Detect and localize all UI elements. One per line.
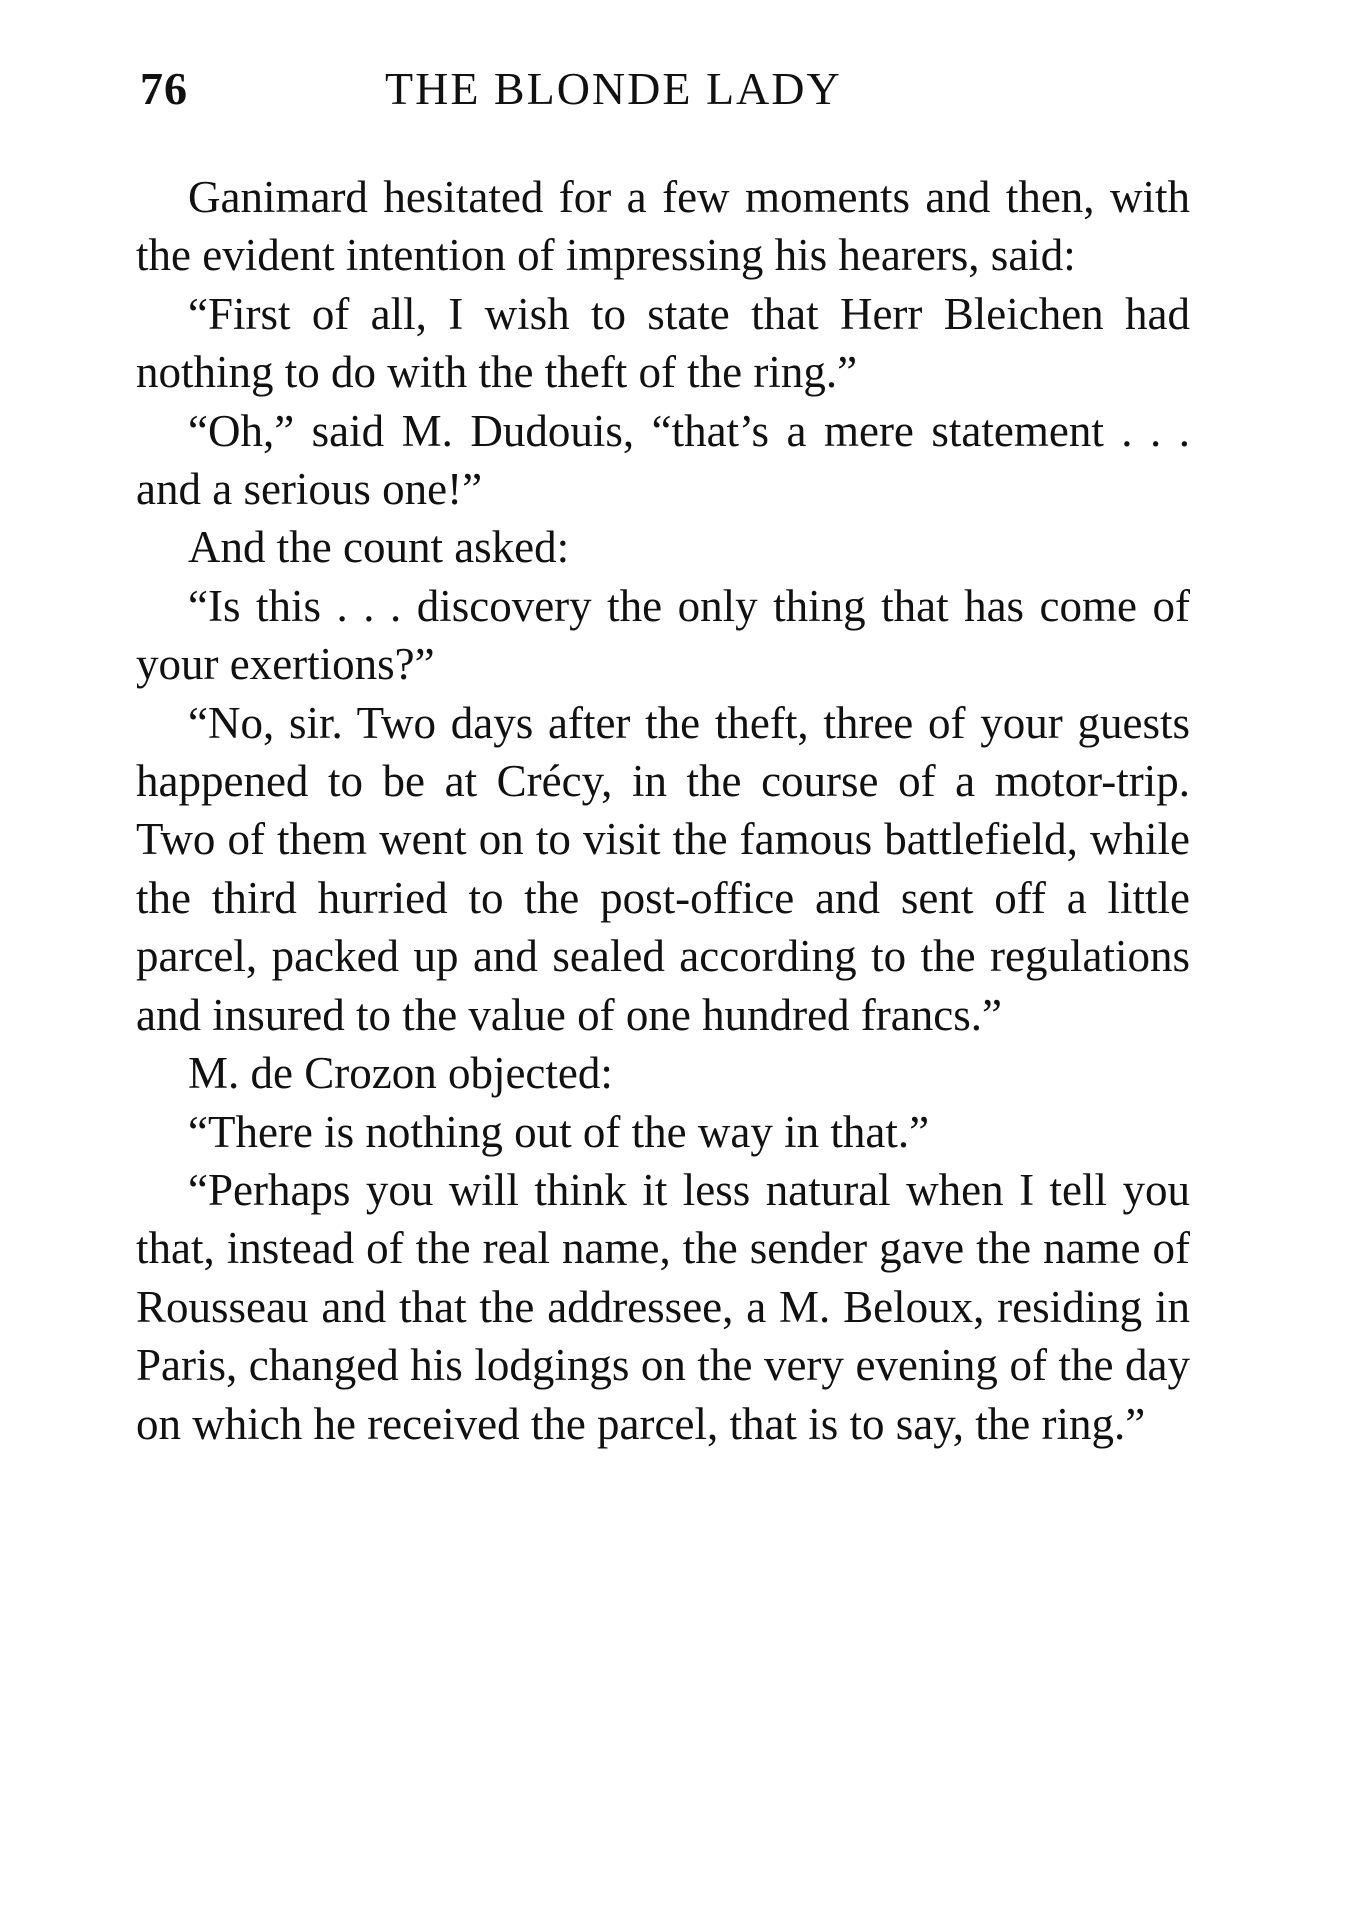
running-title: THE BLONDE LADY bbox=[385, 63, 842, 114]
page-header bbox=[140, 62, 1200, 122]
paragraph: “Oh,” said M. Dudouis, “that’s a mere statement . . . and a serious one!” bbox=[136, 405, 1190, 515]
paragraph: Ganimard hesitated for a few moments and then, with the evident intention of impressing his hearers, said: bbox=[136, 172, 1190, 281]
paragraph: And the count asked: bbox=[188, 522, 570, 573]
paragraph: M. de Crozon objected: bbox=[188, 1048, 613, 1099]
paragraph: “No, sir. Two days after the theft, three of your guests happened to be at Crécy, in the course of a motor-trip. Two of them went on to visit the famous battlefield, while the third hurried to the post-office and sent off a little parcel, packed up and sealed according to the regulations and insured to the value of one hundred francs.” bbox=[136, 697, 1190, 1040]
page-number: 76 bbox=[140, 63, 188, 114]
page-body bbox=[136, 168, 1190, 1453]
paragraph: “Is this . . . discovery the only thing that has come of your exertions?” bbox=[136, 580, 1190, 690]
paragraph: “Perhaps you will think it less natural when I tell you that, instead of the real name, the sender gave the name of Rousseau and that the addressee, a M. Beloux, residing in Paris, changed his lodgings on the very evening of the day on which he received the parcel, that is to say, the ring.” bbox=[136, 1164, 1190, 1449]
paragraph: “There is nothing out of the way in that.” bbox=[188, 1106, 930, 1157]
paragraph: “First of all, I wish to state that Herr Bleichen had nothing to do with the theft of the ring.” bbox=[136, 288, 1190, 398]
